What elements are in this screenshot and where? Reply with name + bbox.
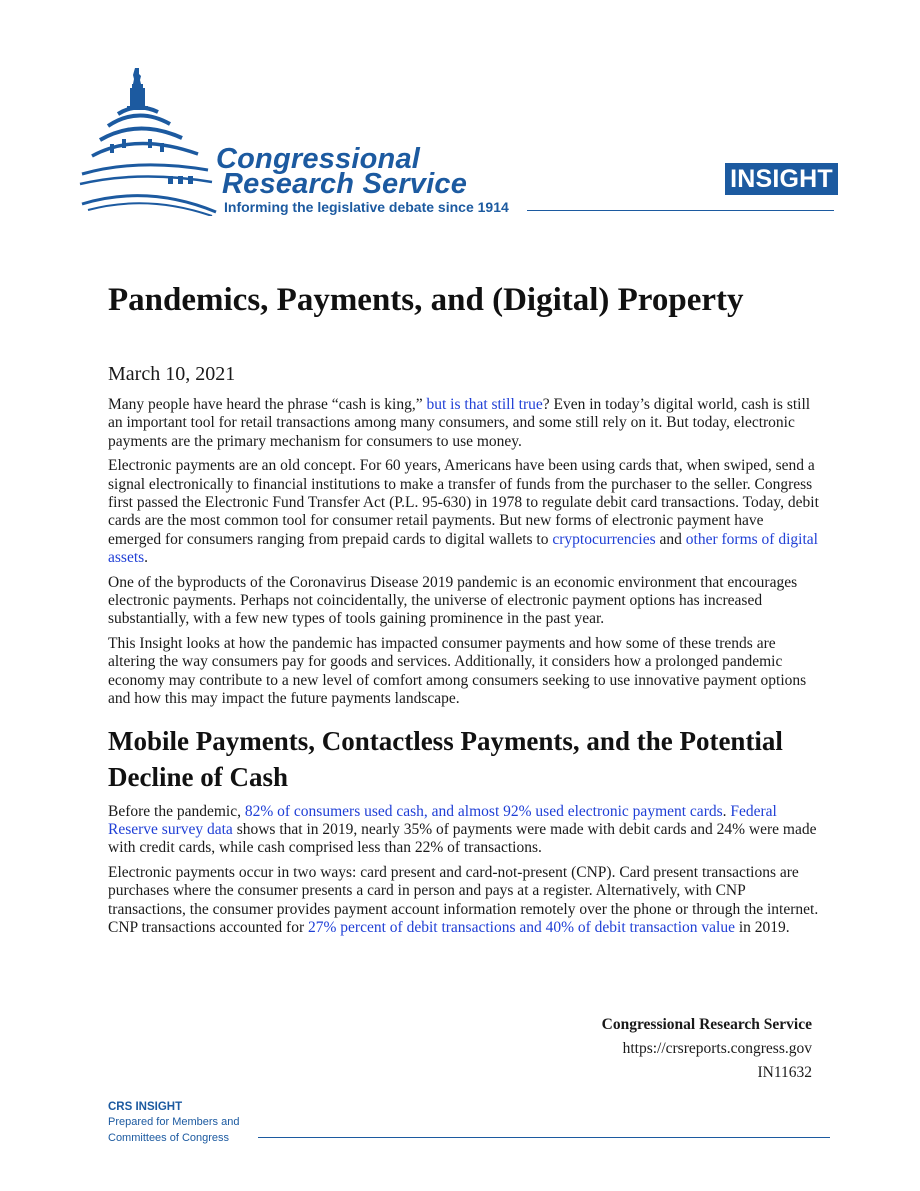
paragraph-text: Electronic payments occur in two ways: card present and card-not-present (CNP). Card present transactions are purchases where the consumer presents a card in person and pays at a register. Alternatively, with CNP transactions, the consumer provides payment account information remotely over the phone or through the internet. CNP transactions accounted for bbox=[108, 863, 819, 936]
org-tagline: Informing the legislative debate since 1914 bbox=[224, 199, 509, 215]
crs-insight-footer bbox=[108, 1100, 239, 1146]
paragraph-4 bbox=[108, 635, 820, 709]
link-consumer-cash-usage[interactable]: 82% of consumers used cash, and almost 92% used electronic payment cards bbox=[244, 802, 723, 820]
footer-rule bbox=[258, 1137, 830, 1138]
footer-info bbox=[602, 1013, 812, 1085]
paragraph-text: Electronic payments are an old concept. For 60 years, Americans have been using cards that, when swiped, send a signal electronically to financial institutions to make a transfer of funds from the purchaser to the seller. Congress first passed the Electronic Fund Transfer Act (P.L. 95-630) in 1978 to regulate debit card transactions. Today, debit cards are the most common tool for consumer retail payments. But new forms of electronic payment have emerged for consumers ranging from prepaid cards to digital wallets to bbox=[108, 457, 819, 548]
section-heading: Mobile Payments, Contactless Payments, and the Potential Decline of Cash bbox=[108, 725, 783, 792]
org-name-line1: Congressional bbox=[216, 143, 421, 175]
publication-date: March 10, 2021 bbox=[108, 363, 236, 385]
link-is-cash-still-king[interactable]: but is that still true bbox=[426, 396, 543, 413]
paragraph-text: This Insight looks at how the pandemic has impacted consumer payments and how some of these trends are altering the way consumers pay for goods and services. Additionally, it considers how a prolonged pandemic economy may contribute to a new level of comfort among consumers seeking to use innovative payment options and how this may impact the future payments landscape. bbox=[108, 634, 807, 708]
footer-org-name: Congressional Research Service bbox=[601, 1016, 812, 1033]
article-body bbox=[108, 396, 820, 943]
section-paragraph-2 bbox=[108, 864, 820, 938]
report-id: IN11632 bbox=[757, 1064, 812, 1081]
paragraph-2 bbox=[108, 457, 820, 567]
crs-insight-label: CRS INSIGHT bbox=[108, 1101, 183, 1113]
org-name-line2: Research Service bbox=[222, 168, 468, 200]
page-title: Pandemics, Payments, and (Digital) Property bbox=[108, 282, 744, 318]
paragraph-3 bbox=[108, 574, 820, 629]
tagline-rule bbox=[527, 210, 834, 211]
paragraph-text: in 2019. bbox=[735, 918, 790, 936]
prepared-for-line2: Committees of Congress bbox=[108, 1132, 230, 1144]
link-federal-reserve-survey[interactable]: Federal Reserve survey data bbox=[108, 802, 777, 838]
paragraph-1 bbox=[108, 396, 820, 451]
paragraph-text: . bbox=[722, 802, 731, 820]
paragraph-text: . bbox=[144, 549, 149, 567]
paragraph-text: Many people have heard the phrase “cash is king,” bbox=[108, 396, 427, 413]
paragraph-text: Before the pandemic, bbox=[108, 802, 245, 820]
footer-url[interactable]: https://crsreports.congress.gov bbox=[622, 1040, 812, 1057]
prepared-for-line1: Prepared for Members and bbox=[108, 1116, 240, 1128]
section-paragraph-1 bbox=[108, 803, 820, 858]
paragraph-text: shows that in 2019, nearly 35% of payments were made with debit cards and 24% were made with credit cards, while cash comprised less than 22% of transactions. bbox=[108, 820, 817, 857]
capitol-dome-icon bbox=[78, 66, 223, 216]
paragraph-text: and bbox=[655, 530, 686, 548]
paragraph-text: One of the byproducts of the Coronavirus Disease 2019 pandemic is an economic environment that encourages electronic payments. Perhaps not coincidentally, the universe of electronic payment options has increased substantially, with a few new types of tools gaining prominence in the past year. bbox=[108, 573, 798, 628]
paragraph-text: ? Even in today’s digital world, cash is still an important tool for retail transactions among many consumers, and some still rely on it. But today, electronic payments are the primary mechanism for consumers to use money. bbox=[108, 396, 811, 450]
insight-badge: INSIGHT bbox=[725, 163, 838, 195]
link-digital-assets[interactable]: other forms of digital assets bbox=[108, 530, 818, 567]
link-cryptocurrencies[interactable]: cryptocurrencies bbox=[552, 530, 656, 548]
link-cnp-debit-stats[interactable]: 27% percent of debit transactions and 40% of debit transaction value bbox=[308, 918, 735, 936]
